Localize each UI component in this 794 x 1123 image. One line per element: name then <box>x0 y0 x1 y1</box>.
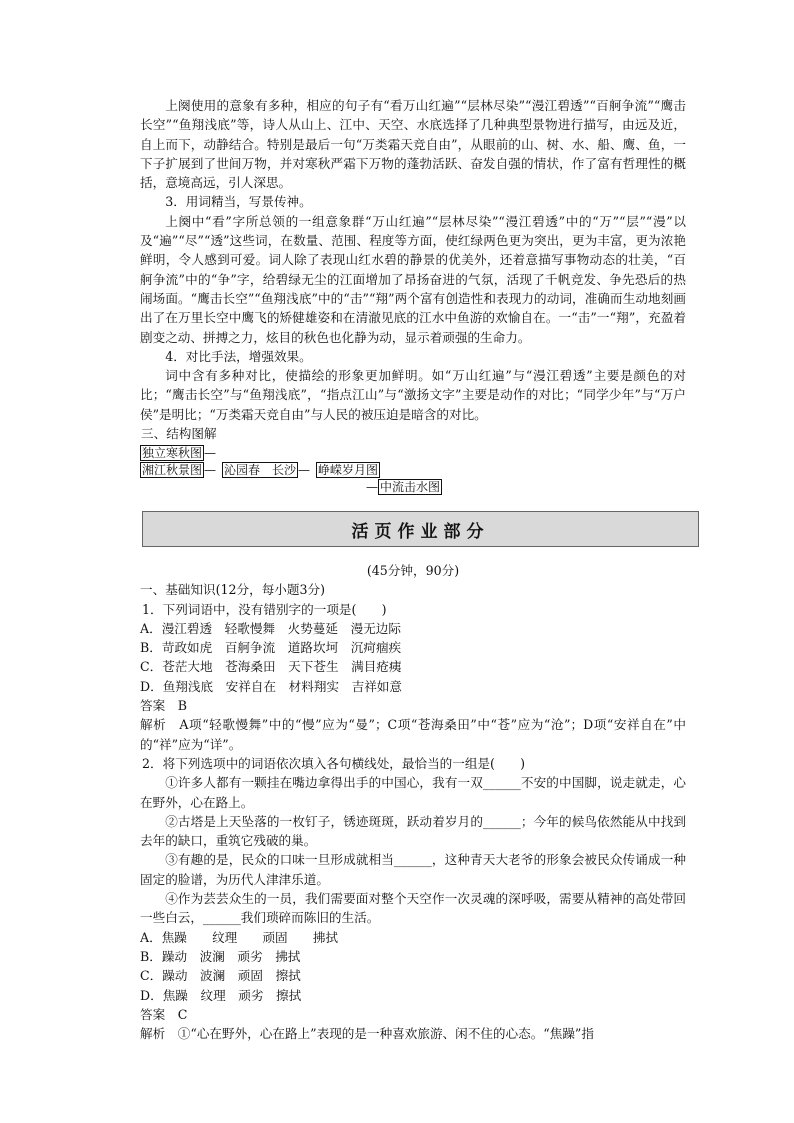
option-a: A．漫江碧透 轻歌慢舞 火势蔓延 漫无边际 <box>140 620 401 636</box>
explanation-1: 解析 A项“轻歌慢舞”中的“慢”应为“曼”；C项“苍海桑田”中“苍”应为“沧”；D项“安祥自在”中的“祥”应为“详”。 <box>140 717 686 752</box>
option-d: D．焦躁 纹理 顽劣 擦拭 <box>140 987 302 1003</box>
upper-section <box>140 96 686 493</box>
structure-diagram <box>140 445 686 493</box>
question-2: 2．将下列选项中的词语依次填入各句横线处，最恰当的一组是( ) <box>142 755 526 771</box>
question-1: 1．下列词语中，没有错别字的一项是( ) <box>142 601 387 617</box>
option-c: C．苍茫大地 苍海桑田 天下苍生 满目疮痍 <box>140 659 402 675</box>
sentence-4: ④作为芸芸众生的一员，我们需要面对整个天空作一次灵魂的深呼吸，需要从精神的高处带回一些白云，______我们琐碎而陈旧的生活。 <box>140 891 686 926</box>
answer-2: 答案 C <box>140 1006 188 1022</box>
question-1-options <box>140 619 686 696</box>
sentence-1: ①许多人都有一颗挂在嘴边拿得出手的中国心，我有一双______不安的中国脚，说走就走，心在野外，心在路上。 <box>140 775 686 810</box>
answer-1: 答案 B <box>140 698 188 714</box>
structure-center: 沁园春 长沙 — <box>224 463 311 478</box>
sentence-2: ②古塔是上天坠落的一枚钉子，锈迹斑斑，跃动着岁月的______；今年的候鸟依然能从中找到去年的缺口，重筑它残破的巢。 <box>140 813 686 849</box>
option-a: A．焦躁 纹理 顽固 拂拭 <box>140 929 339 945</box>
structure-item-d: — 中流击水图 <box>366 480 441 495</box>
heading-structure: 三、结构图解 <box>141 426 217 442</box>
time-score: (45分钟，90分) <box>366 563 460 578</box>
sentence-3: ③有趣的是，民众的口味一旦形成就相当______，这种青天大老爷的形象会被民众传诵成一种固定的脸谱，为历代人津津乐道。 <box>140 852 686 887</box>
paragraph-contrast: 词中含有多种对比，使描绘的形象更加鲜明。如“万山红遍”与“漫江碧透”主要是颜色的对比；“鹰击长空”与“鱼翔浅底”，“指点江山”与“激扬文字”主要是动作的对比；“同学少年”与“万户侯”是明比；“万类霜天竞自由”与人民的被压迫是暗含的对比。 <box>140 368 686 422</box>
structure-item-b: 湘江秋景图 — <box>142 463 217 478</box>
paragraph-word-choice: 上阕中“看”字所总领的一组意象群“万山红遍”“层林尽染”“漫江碧透”中的“万”“层”“漫”以及“遍”“尽”“透”这些词，在数量、范围、程度等方面，使红绿两色更为突出，更为丰富，更为浓艳鲜明，令人感到可爱。词人除了表现山红水碧的静景的优美外，还着意描写事物动态的壮美，“百舸争流”中的“争”字，给碧绿无尘的江面增加了昂扬奋进的气氛，活现了千帆竞发、争先恐后的热闹场面。“鹰击长空”“鱼翔浅底”中的“击”“翔”两个富有创造性和表现力的动词，准确而生动地刻画出了在万里长空中鹰飞的矫健雄姿和在清澈见底的江水中鱼游的欢愉自在。一“击”一“翔”，充盈着剧变之动、拼搏之力，炫目的秋色也化静为动，显示着顽强的生命力。 <box>140 213 686 345</box>
question-2-options <box>140 928 686 1005</box>
explanation-2: 解析 ①“心在野外，心在路上”表现的是一种喜欢旅游、闲不住的心态。“焦躁”指 <box>140 1026 594 1042</box>
structure-item-c: 峥嵘岁月图 <box>318 463 379 478</box>
option-d: D．鱼翔浅底 安祥自在 材料翔实 吉祥如意 <box>140 678 402 694</box>
option-b: B．躁动 波澜 顽劣 拂拭 <box>140 948 301 964</box>
heading-word-choice: 3．用词精当，写景传神。 <box>165 194 312 210</box>
option-b: B．苛政如虎 百舸争流 道路坎坷 沉疴痼疾 <box>140 640 402 656</box>
section-basic: 一、基础知识(12分，每小题3分) <box>140 582 325 598</box>
heading-contrast: 4．对比手法，增强效果。 <box>165 348 312 364</box>
banner-homework: 活页作业部分 <box>142 511 699 547</box>
structure-item-a: 独立寒秋图 — <box>142 446 217 461</box>
option-c: C．躁动 波澜 顽固 擦拭 <box>140 968 301 984</box>
homework-section <box>140 561 686 1043</box>
paragraph-imagery: 上阕使用的意象有多种，相应的句子有“看万山红遍”“层林尽染”“漫江碧透”“百舸争流”“鹰击长空”“鱼翔浅底”等，诗人从山上、江中、天空、水底选择了几种典型景物进行描写，由远及近，自上而下，动静结合。特别是最后一句“万类霜天竞自由”，从眼前的山、树、水、船、鹰、鱼，一下子扩展到了世间万物，并对寒秋严霜下万物的蓬勃活跃、奋发自强的情状，作了富有哲理性的概括，意境高远，引人深思。 <box>140 98 686 191</box>
